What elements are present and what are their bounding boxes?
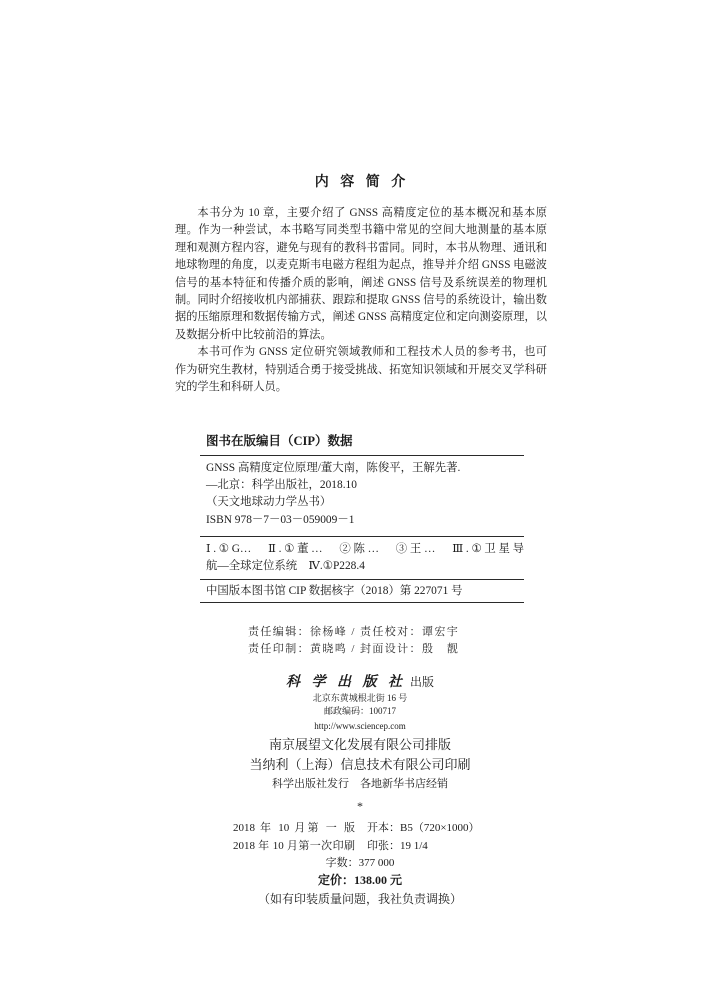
publisher-address: 北京东黄城根北街 16 号 — [312, 693, 408, 703]
paragraph-line: 作为研究生教材，特别适合勇于接受挑战、拓宽知识领域和开展交叉学科研 — [175, 363, 547, 376]
cip-heading: 图书在版编目（CIP）数据 — [206, 434, 353, 448]
quality-notice: （如有印装质量问题，我社负责调换） — [257, 892, 462, 906]
cip-number: 中国版本图书馆 CIP 数据核字（2018）第 227071 号 — [206, 584, 463, 597]
paragraph-line: 理和观测方程内容，避免与现有的教科书雷同。同时，本书从物理、通讯和 — [175, 241, 547, 254]
edition-format: 开本：B5（720×1000） — [367, 822, 480, 834]
staff-line: 责任印制：黄晓鸣 / 封面设计：殷 靓 — [248, 643, 460, 655]
cip-record-line: （天文地球动力学丛书） — [206, 496, 332, 509]
distribution-credit: 科学出版社发行 各地新华书店经销 — [272, 778, 448, 790]
paragraph-line: 本书可作为 GNSS 定位研究领域教师和工程技术人员的参考书，也可 — [197, 346, 547, 359]
printing-credit: 当纳利（上海）信息技术有限公司印刷 — [249, 757, 471, 772]
cip-record-line: —北京：科学出版社，2018.10 — [206, 478, 357, 491]
edition-info — [233, 820, 480, 855]
cip-record — [206, 460, 524, 530]
paragraph-line: 制。同时介绍接收机内部捕获、跟踪和提取 GNSS 信号的系统设计，输出数 — [175, 293, 547, 306]
printing-date: 2018 年 10 月第一次印刷 — [233, 839, 355, 852]
cip-subject-line: Ⅰ.①G… Ⅱ.①董… ②陈… ③王… Ⅲ.①卫星导 — [206, 542, 524, 555]
separator-asterisk: * — [357, 799, 363, 813]
publisher-url: http://www.sciencep.com — [314, 721, 406, 731]
intro-title: 内 容 简 介 — [314, 175, 410, 190]
cip-rule — [200, 579, 524, 580]
paragraph-line: 信号的基本特征和传播介质的影响，阐述 GNSS 信号及系统误差的物理机 — [175, 276, 547, 289]
intro-body — [175, 205, 547, 396]
price: 定价：138.00 元 — [317, 873, 402, 887]
staff-credits — [248, 624, 459, 658]
printed-sheets: 印张：19 1/4 — [367, 839, 428, 852]
cip-rule — [200, 536, 524, 537]
typesetting-credit: 南京展望文化发展有限公司排版 — [268, 737, 451, 752]
paragraph-line: 本书分为 10 章，主要介绍了 GNSS 高精度定位的基本概况和基本原 — [197, 207, 547, 219]
cip-rule — [200, 455, 524, 456]
cip-record-line: GNSS 高精度定位原理/董大南，陈俊平，王解先著. — [206, 461, 461, 474]
edition-date: 2018 年 10 月第 一 版 — [233, 822, 355, 834]
cip-number-block — [206, 583, 524, 600]
publisher-postcode: 邮政编码：100717 — [323, 706, 396, 716]
paragraph-line: 地球物理的角度，以麦克斯韦电磁方程组为起点，推导并介绍 GNSS 电磁波 — [175, 259, 547, 272]
paragraph-line: 据的压缩原理和数据传输方式，阐述 GNSS 高精度定位和定向测姿原理，以 — [175, 311, 547, 324]
publisher-suffix: 出版 — [409, 675, 434, 689]
publisher-line — [0, 674, 720, 691]
cip-subjects — [206, 541, 524, 576]
cip-record-line: ISBN 978－7－03－059009－1 — [206, 513, 355, 526]
publisher-name-logo: 科 学 出 版 社 — [285, 675, 406, 690]
staff-line: 责任编辑：徐杨峰 / 责任校对：谭宏宇 — [248, 626, 460, 638]
paragraph-line: 究的学生和科研人员。 — [175, 380, 287, 393]
word-count: 字数：377 000 — [325, 857, 395, 869]
paragraph-line: 理。作为一种尝试，本书略写同类型书籍中常见的空间大地测量的基本原 — [175, 224, 547, 237]
cip-subject-line: 航—全球定位系统 Ⅳ.①P228.4 — [206, 559, 365, 572]
paragraph-line: 及数据分析中比较前沿的算法。 — [175, 328, 332, 341]
cip-rule — [200, 602, 524, 603]
